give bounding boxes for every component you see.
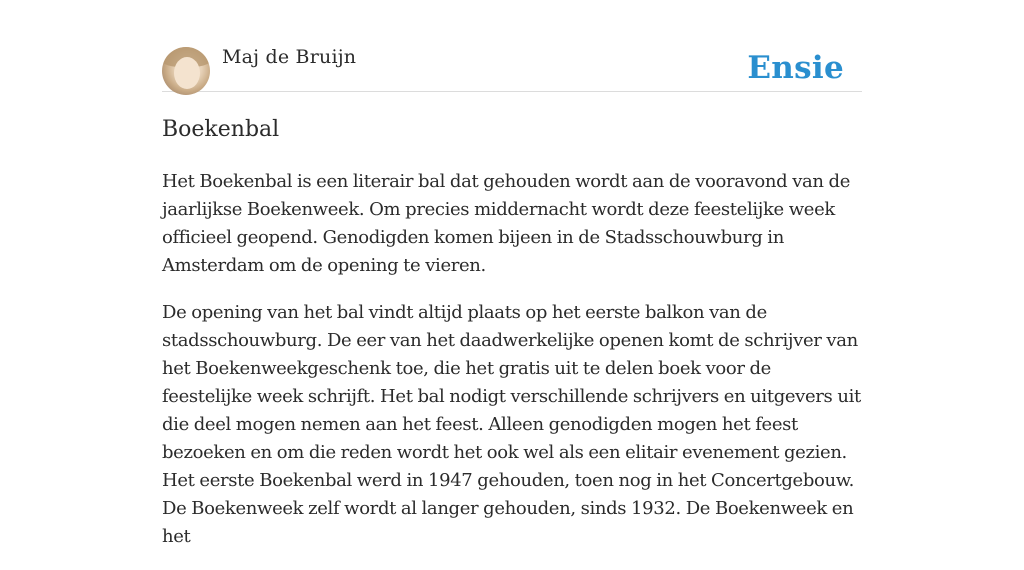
- article-title: Boekenbal: [162, 117, 280, 142]
- article-body: [162, 168, 862, 551]
- article-paragraph: De opening van het bal vindt altijd plaats op het eerste balkon van de stadsschouwburg. De eer van het daadwerkelijke openen komt de schrijver van het Boekenweekgeschenk toe, die het gratis uit te delen boek voor de feestelijke week schrijft. Het bal nodigt verschillende schrijvers en uitgevers uit die deel mogen nemen aan het feest. Alleen genodigden mogen het feest bezoeken en om die reden wordt het ook wel als een elitair evenement gezien. Het eerste Boekenbal werd in 1947 gehouden, toen nog in het Concertgebouw. De Boekenweek zelf wordt al langer gehouden, sinds 1932. De Boekenweek en het: [162, 302, 861, 547]
- article-paragraph: Het Boekenbal is een literair bal dat gehouden wordt aan de vooravond van de jaarlijkse Boekenweek. Om precies middernacht wordt deze feestelijke week officieel geopend. Genodigden komen bijeen in de Stadsschouwburg in Amsterdam om de opening te vieren.: [162, 171, 850, 276]
- header: [162, 0, 862, 92]
- ensie-logo[interactable]: Ensie: [747, 50, 844, 86]
- author-name[interactable]: Maj de Bruijn: [222, 46, 357, 68]
- avatar-face: [174, 57, 200, 89]
- avatar[interactable]: [162, 47, 210, 95]
- page-container: [162, 0, 862, 570]
